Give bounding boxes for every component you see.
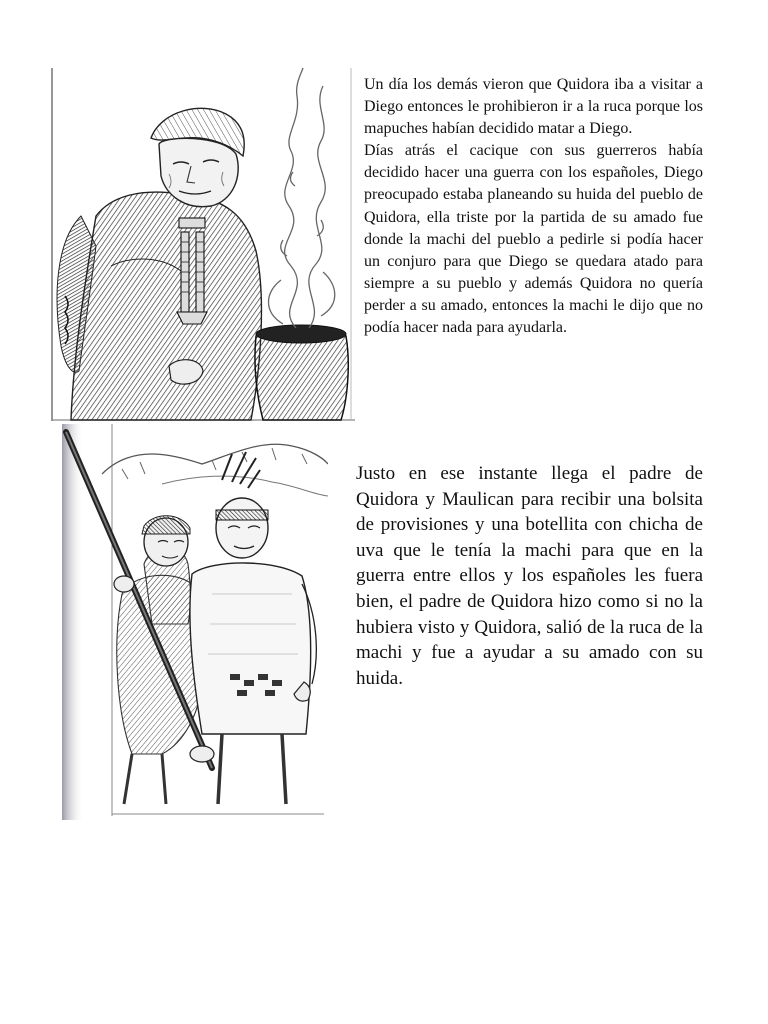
machi-drawing [51, 66, 356, 422]
warriors-drawing [62, 424, 328, 820]
warriors-illustration [62, 424, 328, 820]
story-paragraph-2a: Justo en ese instante llega el padre de Quidora y Maulican para recibir una bolsita de provisiones y una botellita con chicha de uva que le tenía la machi para que en la guerra entre ellos y los españoles les fuera bien, el padre de Quidora hizo como si no la hubiera visto y Quidora, salió de la ruca de la machi y fue a ayudar a su amado con su huida. [356, 463, 703, 689]
story-paragraph-1 [364, 74, 703, 339]
story-paragraph-2 [356, 461, 703, 691]
story-paragraph-1a: Un día los demás vieron que Quidora iba a visitar a Diego entonces le prohibieron ir a la ruca porque los mapuches habían decidido matar a Diego. [364, 76, 703, 138]
story-paragraph-1b: Días atrás el cacique con sus guerreros había decidido hacer una guerra con los españoles, Diego preocupado estaba planeando su huida del pueblo de Quidora, ella triste por la partida de su amado fue donde la machi del pueblo a pedirle si podía hacer un conjuro para que Diego se quedara atado para siempre a su pueblo y además Quidora no quería perder a su amado, entonces la machi le dijo que no podía hacer nada para ayudarla. [364, 142, 703, 337]
machi-illustration [51, 66, 356, 422]
